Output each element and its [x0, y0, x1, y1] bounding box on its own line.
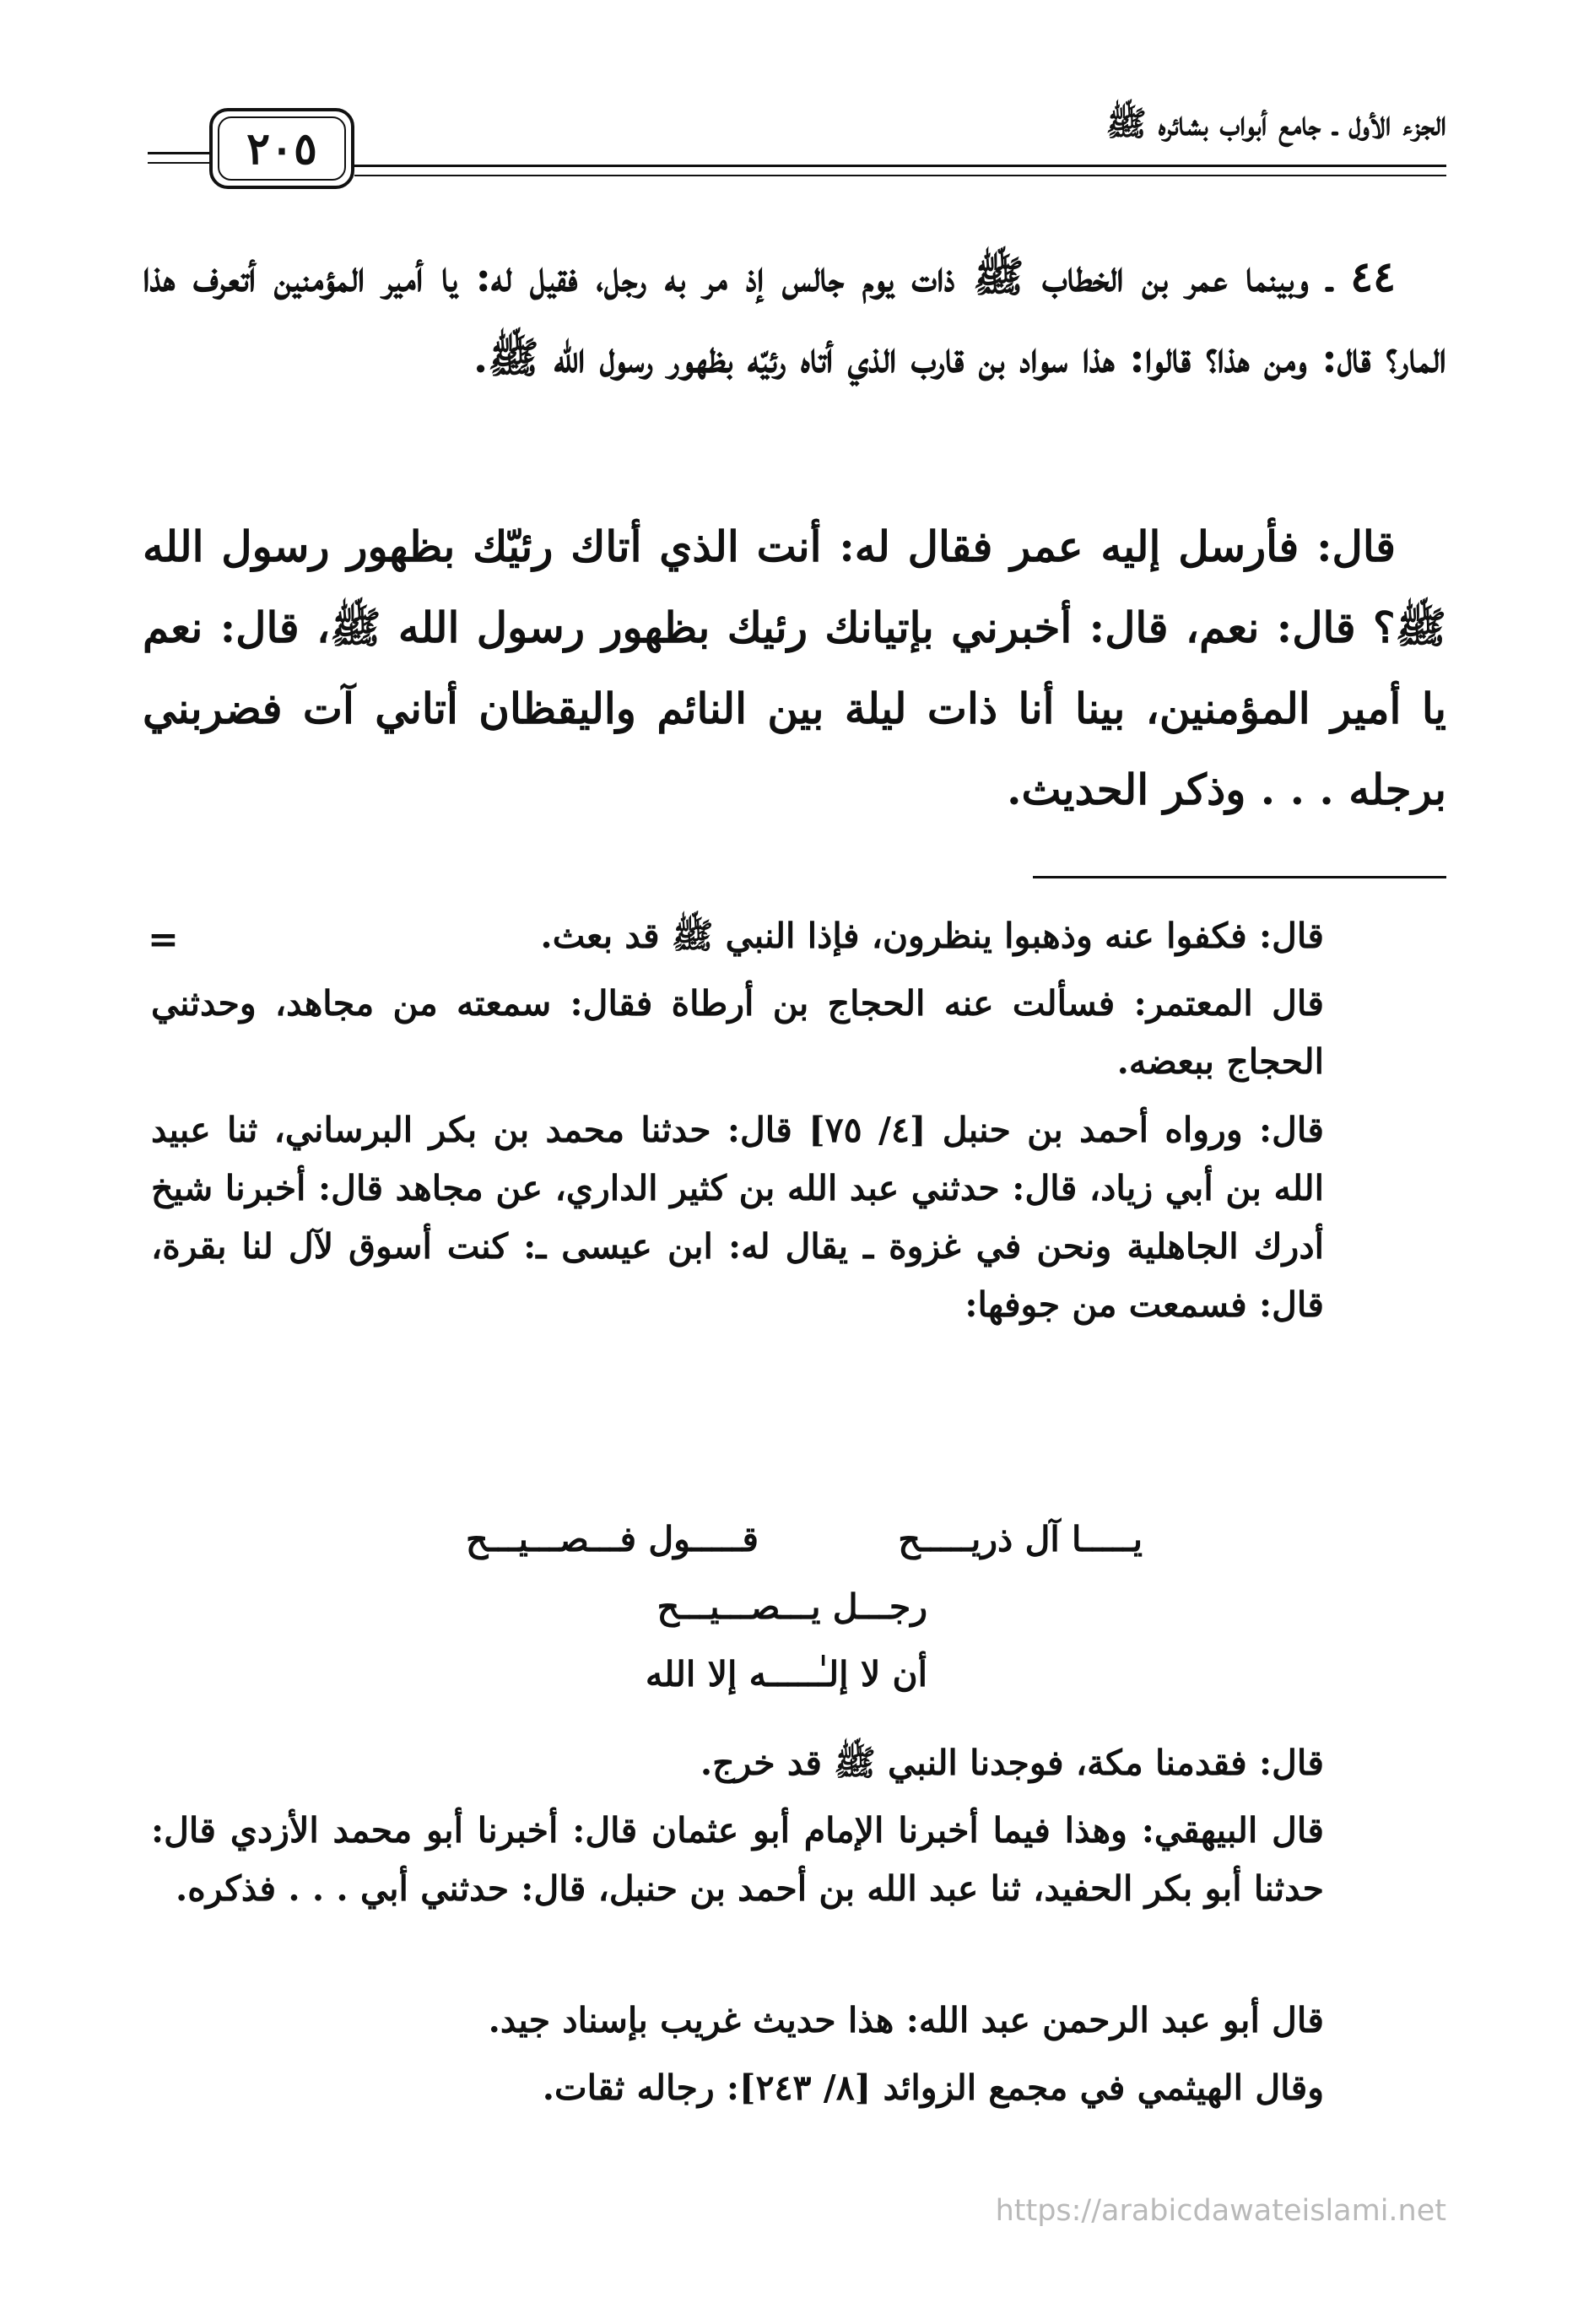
verse-line-3: أن لا إلـٰـــــه إلا الله	[645, 1654, 927, 1694]
footnote-block-1: قال: فكفوا عنه وذهبوا ينظرون، فإذا النبي ﷺ قد بعث.	[540, 916, 1324, 956]
main-paragraph-2: قال: فأرسل إليه عمر فقال له: أنت الذي أتاك رئيّك بظهور رسول الله ﷺ؟ قال: نعم، قال: أخبرني بإتيانك رئيك بظهور رسول الله ﷺ، قال: نعم يا أمير المؤمنين، بينا أنا ذات ليلة بين النائم واليقظان أتاني آت فضربني برجله . . . وذكر الحديث.	[143, 522, 1446, 814]
header-rule-right-bottom	[354, 175, 1446, 176]
main-paragraph-1: ٤٤ ـ وبينما عمر بن الخطاب ﷺ ذات يوم جالس إذ مر به رجل، فقيل له: يا أمير المؤمنين أتعرف هذا المار؟ قال: ومن هذا؟ قالوا: هذا سواد بن قارب الذي أتاه رئيّه بظهور رسول الله ﷺ.	[143, 251, 1446, 382]
page-number: ٢٠٥	[246, 123, 317, 175]
footnote-block-6: قال أبو عبد الرحمن عبد الله: هذا حديث غريب بإسناد جيد.	[488, 2000, 1324, 2040]
footnote-block-2: قال المعتمر: فسألت عنه الحجاج بن أرطاة فقال: سمعته من مجاهد، وحدثني الحجاج ببعضه.	[151, 983, 1324, 1082]
header-rule-left-bottom	[148, 162, 209, 164]
verse-line-2: رجـــل يـــصـــيـــح	[657, 1586, 927, 1627]
footnote-block-4: قال: فقدمنا مكة، فوجدنا النبي ﷺ قد خرج.	[700, 1743, 1324, 1783]
page-number-frame	[209, 108, 354, 189]
watermark-url: https://arabicdawateislami.net	[995, 2194, 1446, 2228]
verse-line-1-right: يـــــا آل ذريـــــح	[898, 1519, 1143, 1559]
footnote-block-5: قال البيهقي: وهذا فيما أخبرنا الإمام أبو عثمان قال: أخبرنا أبو محمد الأزدي قال: حدثنا أبو بكر الحفيد، ثنا عبد الله بن أحمد بن حنبل، قال: حدثني أبي . . . فذكره.	[151, 1810, 1324, 1909]
footnote-separator	[1033, 876, 1446, 878]
footnote-block-3: قال: ورواه أحمد بن حنبل [٤/ ٧٥] قال: حدثنا محمد بن بكر البرساني، ثنا عبيد الله بن أبي زياد، قال: حدثني عبد الله بن كثير الداري، عن مجاهد قال: أخبرنا شيخ أدرك الجاهلية ونحن في غزوة ـ يقال له: ابن عيسى ـ: كنت أسوق لآل لنا بقرة، قال: فسمعت من جوفها:	[151, 1110, 1324, 1325]
header-rule-right-top	[354, 165, 1446, 167]
verse-line-1-left: قـــــول فـــصـــيـــح	[466, 1519, 759, 1559]
footnote-block-7: وقال الهيثمي في مجمع الزوائد [٨/ ٢٤٣]: رجاله ثقات.	[542, 2067, 1324, 2108]
running-header-title: الجزء الأول ـ جامع أبواب بشائره ﷺ	[1105, 104, 1446, 143]
header-rule-left-top	[148, 152, 209, 154]
footnote-continuation-mark: =	[148, 918, 179, 961]
